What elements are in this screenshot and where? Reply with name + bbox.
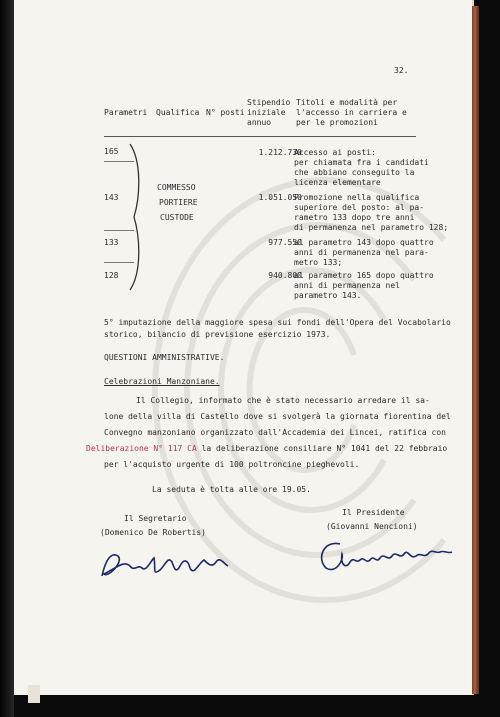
header-n-posti: N° posti [206, 108, 245, 117]
titoli-cell: di permanenza nel parametro 128; [294, 223, 449, 232]
titoli-cell: licenza elementare [294, 178, 381, 187]
paragraph-text: la deliberazione consiliare N° 1041 del 22 febbraio [196, 444, 448, 453]
stipendio-cell: 1.051.050 [258, 193, 302, 202]
president-name: (Giovanni Nencioni) [326, 522, 418, 531]
page-edge [472, 6, 479, 694]
paragraph-line: Convegno manzoniano organizzato dall'Accademia dei Lincei, ratifica con [104, 428, 446, 437]
secretary-title: Il Segretario [124, 514, 187, 523]
header-stipendio: annuo [247, 118, 272, 127]
president-title: Il Presidente [342, 508, 405, 517]
titoli-cell: Accesso ai posti: [294, 148, 376, 157]
subheading: Celebrazioni Manzoniane. [104, 377, 220, 386]
titoli-cell: superiore del posto: al pa- [294, 203, 425, 212]
book-binding [0, 0, 14, 717]
titoli-cell: metro 133; [294, 258, 343, 267]
page-number: 32. [394, 66, 409, 75]
param-cell: 165 [104, 147, 119, 156]
titoli-cell: al parametro 165 dopo quattro [294, 271, 434, 280]
header-titoli: Titoli e modalità per [296, 98, 398, 107]
header-stipendio: Stipendio [247, 98, 291, 107]
param-cell: 143 [104, 193, 119, 202]
closing-line: La seduta è tolta alle ore 19.05. [152, 485, 311, 494]
document-page [14, 0, 472, 695]
table-rule [104, 136, 416, 137]
qualifica-item: PORTIERE [159, 198, 198, 207]
item-5-line: 5° imputazione della maggiore spesa sui fondi dell'Opera del Vocabolario [104, 318, 451, 327]
sticker [28, 685, 40, 703]
titoli-cell: che abbiano conseguito la [294, 168, 415, 177]
margin-annotation: Deliberazione N° 117 CA [86, 444, 197, 453]
stipendio-cell: 977.550 [268, 238, 302, 247]
paragraph-line: per l'acquisto urgente di 100 poltroncine pieghevoli. [104, 460, 360, 469]
secretary-name: (Domenico De Robertis) [100, 528, 206, 537]
header-parametri: Parametri [104, 108, 148, 117]
header-qualifica: Qualifica [156, 108, 200, 117]
paragraph-line: Il Collegio, informato che è stato necessario arredare il sa- [136, 396, 430, 405]
header-titoli: per le promozioni [296, 118, 378, 127]
item-5-line: storico, bilancio di previsione esercizio 1973. [104, 330, 331, 339]
param-cell: 133 [104, 238, 119, 247]
titoli-cell: anni di permanenza nel para- [294, 248, 429, 257]
titoli-cell: anni di permanenza nel [294, 281, 400, 290]
titoli-cell: Promozione nella qualifica [294, 193, 420, 202]
secretary-signature [94, 538, 244, 588]
qualifica-item: COMMESSO [157, 183, 196, 192]
brace-icon [126, 142, 150, 292]
paragraph-line: lone della villa di Castello dove si svolgerà la giornata fiorentina del [104, 412, 451, 421]
section-heading: QUESTIONI AMMINISTRATIVE. [104, 353, 225, 362]
titoli-cell: parametro 143. [294, 291, 362, 300]
qualifica-item: CUSTODE [160, 213, 194, 222]
titoli-cell: al parametro 143 dopo quattro [294, 238, 434, 247]
header-stipendio: iniziale [247, 108, 286, 117]
header-titoli: l'accesso in carriera e [296, 108, 407, 117]
president-signature [310, 530, 460, 580]
titoli-cell: per chiamata fra i candidati [294, 158, 429, 167]
param-cell: 128 [104, 271, 119, 280]
stipendio-cell: 940.800 [268, 271, 302, 280]
titoli-cell: rametro 133 dopo tre anni [294, 213, 415, 222]
stipendio-cell: 1.212.730 [258, 148, 302, 157]
paragraph-line [86, 444, 447, 454]
